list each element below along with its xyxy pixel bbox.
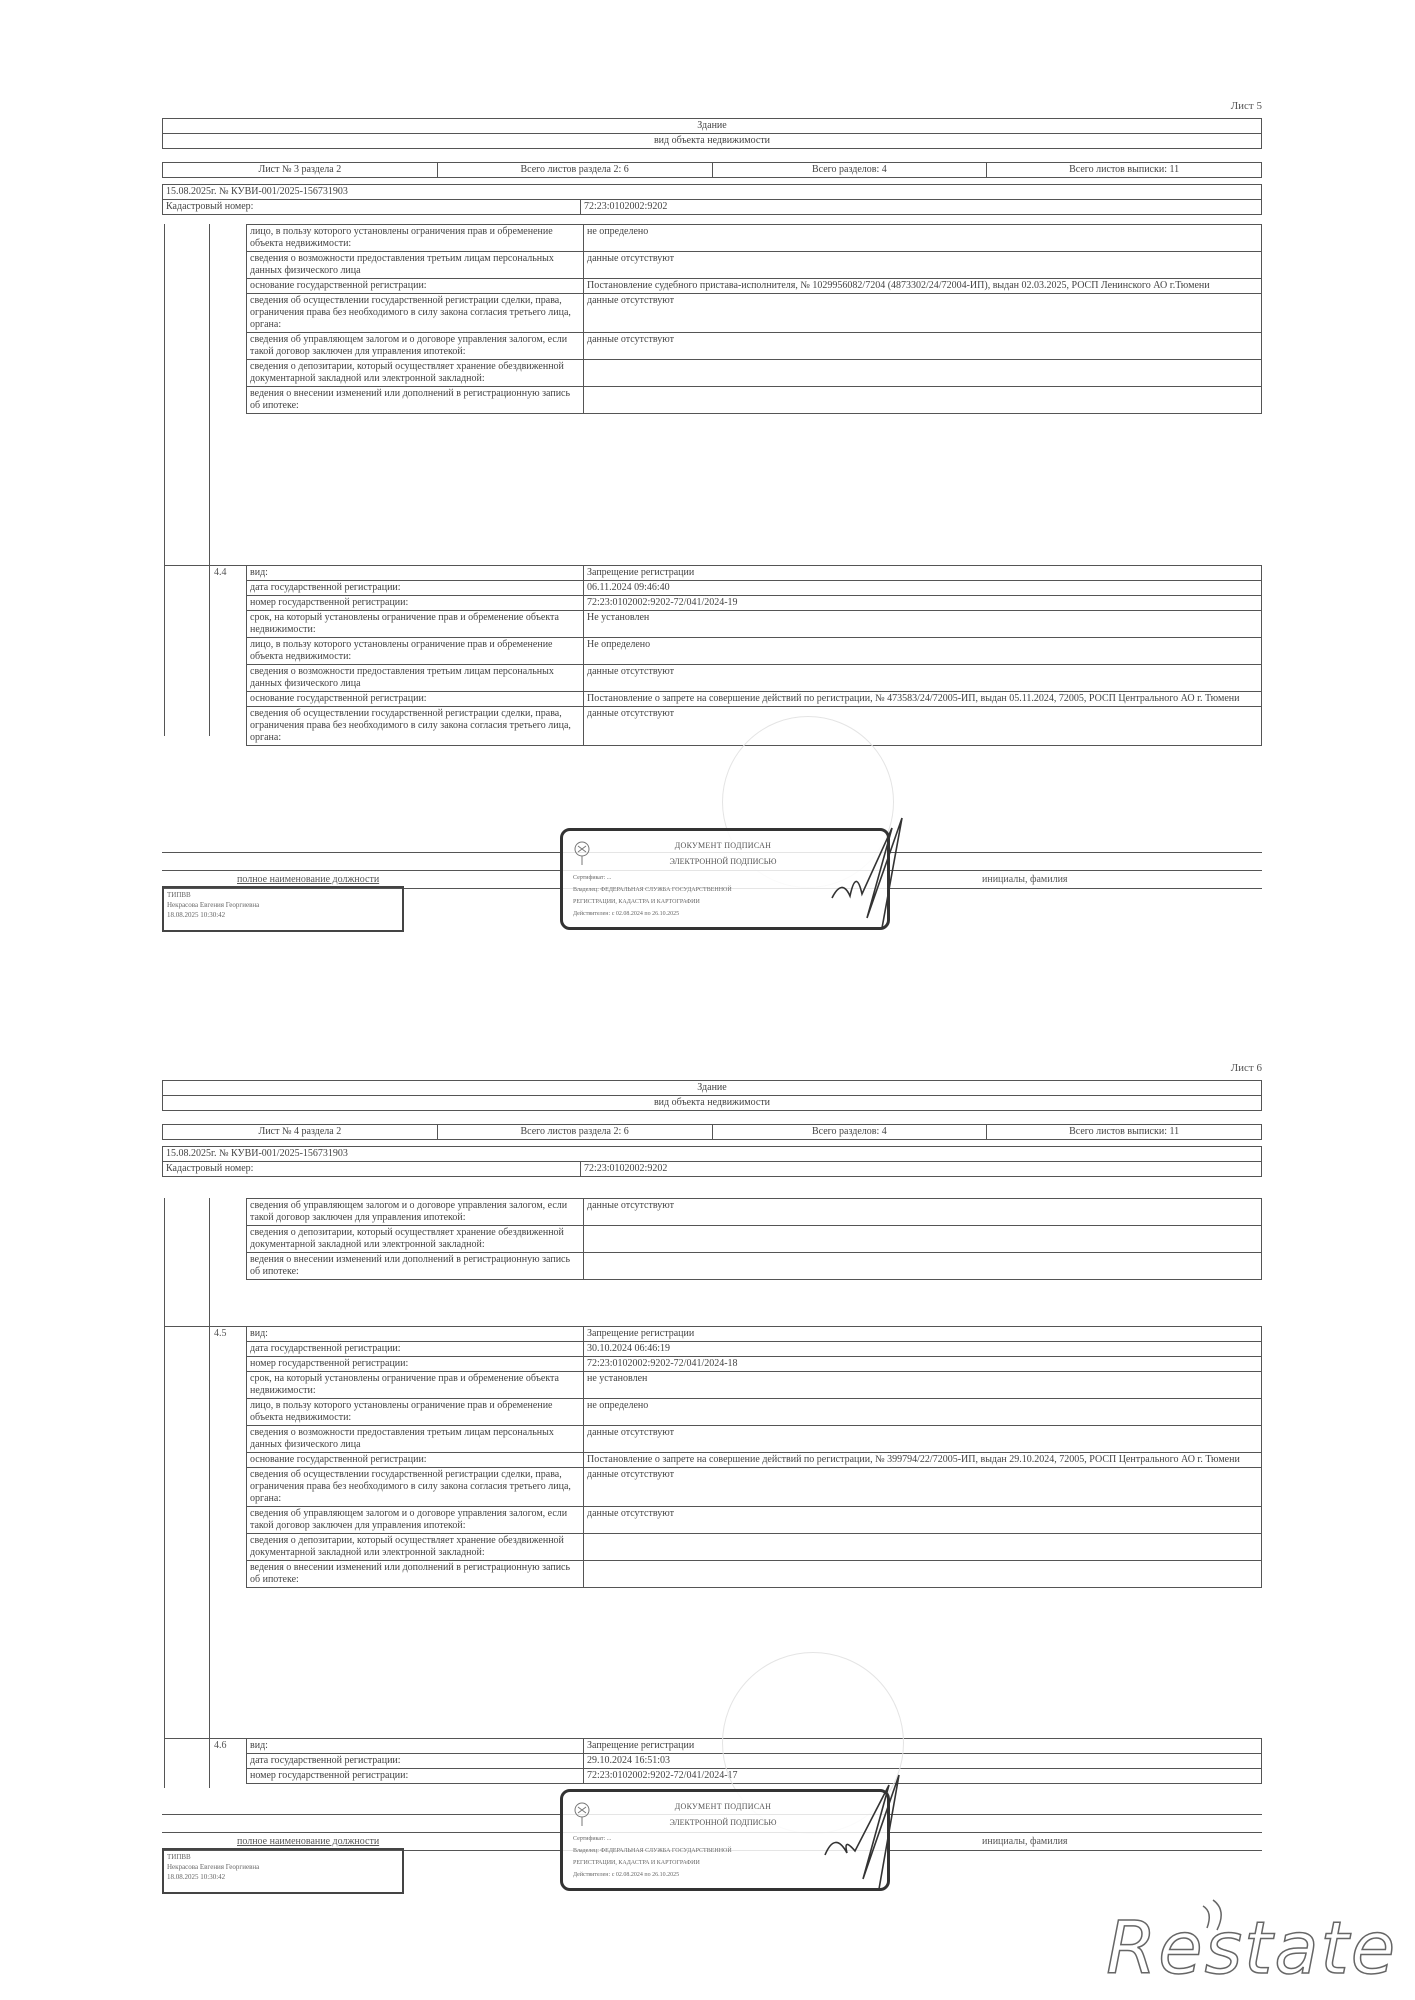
row-label: сведения о депозитарии, который осуществляет хранение обездвиженной документарной закладной или электронной закладной: (247, 1226, 584, 1253)
row-label: лицо, в пользу которого установлены ограничение прав и обременение объекта недвижимости: (247, 638, 584, 665)
row-value: Постановление судебного пристава-исполнителя, № 1029956082/7204 (4873302/24/72004-ИП), выдан 02.03.2025, РОСП Ленинского АО г.Тюмени (584, 279, 1262, 294)
sheet-6 (162, 1062, 1262, 1942)
section-number: 4.6 (214, 1740, 227, 1751)
object-type: Здание (697, 120, 727, 131)
handwritten-signature (822, 808, 932, 938)
table-row (247, 1426, 1262, 1453)
row-label: номер государственной регистрации: (247, 1357, 584, 1372)
row-label: сведения об управляющем залогом и о договоре управления залогом, если такой договор заключен для управления ипотекой: (247, 1199, 584, 1226)
row-value (584, 1561, 1262, 1588)
signer-name: Некрасова Евгения Георгиевна (167, 1863, 260, 1871)
row-value: данные отсутствуют (584, 707, 1262, 746)
table-row (247, 1561, 1262, 1588)
row-value: Не определено (584, 638, 1262, 665)
cadastral-label: Кадастровый номер: (163, 200, 581, 214)
row-label: ведения о внесении изменений или дополнений в регистрационную запись об ипотеке: (247, 1561, 584, 1588)
encumbrance-table (162, 1198, 1262, 1788)
section-divider (164, 565, 246, 566)
stamp-owner-2: РЕГИСТРАЦИИ, КАДАСТРА И КАРТОГРАФИИ (573, 1860, 700, 1866)
row-label: сведения об управляющем залогом и о договоре управления залогом, если такой договор заключен для управления ипотекой: (247, 333, 584, 360)
signer-date: 18.08.2025 10:30:42 (167, 1873, 226, 1881)
table-row (247, 1507, 1262, 1534)
signer-box (162, 1848, 404, 1894)
row-value: Запрещение регистрации (584, 566, 1262, 581)
row-value: 72:23:0102002:9202-72/041/2024-17 (584, 1769, 1262, 1784)
signer-name: Некрасова Евгения Георгиевна (167, 901, 260, 909)
object-type: Здание (697, 1082, 727, 1093)
row-value: не определено (584, 1399, 1262, 1426)
table-row (247, 1226, 1262, 1253)
section-divider (164, 1738, 246, 1739)
object-type-caption: вид объекта недвижимости (653, 135, 771, 146)
stamp-owner-2: РЕГИСТРАЦИИ, КАДАСТРА И КАРТОГРАФИИ (573, 899, 700, 905)
encumbrance-table (162, 224, 1262, 743)
row-value (584, 360, 1262, 387)
stamp-validity: Действителен: с 02.08.2024 по 26.10.2025 (573, 1872, 680, 1878)
sheet-meta (162, 162, 1262, 178)
row-label: сведения о депозитарии, который осуществляет хранение обездвиженной документарной закладной или электронной закладной: (247, 360, 584, 387)
row-value: данные отсутствуют (584, 1468, 1262, 1507)
row-label: вид: (247, 566, 584, 581)
row-label: срок, на который установлены ограничение прав и обременение объекта недвижимости: (247, 611, 584, 638)
data-table (246, 565, 1262, 746)
row-value: Не установлен (584, 611, 1262, 638)
row-value: 06.11.2024 09:46:40 (584, 581, 1262, 596)
row-label: сведения об управляющем залогом и о договоре управления залогом, если такой договор заключен для управления ипотекой: (247, 1507, 584, 1534)
emblem-icon (571, 1800, 593, 1826)
stamp-subtitle: ЭЛЕКТРОННОЙ ПОДПИСЬЮ (669, 1818, 777, 1827)
row-label: номер государственной регистрации: (247, 1769, 584, 1784)
stamp-cert: Сертификат: ... (573, 1836, 612, 1842)
row-label: дата государственной регистрации: (247, 1342, 584, 1357)
row-label: сведения о возможности предоставления третьим лицам персональных данных физического лица (247, 665, 584, 692)
sheet-of-section: Лист № 3 раздела 2 (163, 163, 438, 177)
row-label: ведения о внесении изменений или дополнений в регистрационную запись об ипотеке: (247, 387, 584, 414)
table-row (247, 665, 1262, 692)
row-value (584, 1534, 1262, 1561)
table-row (247, 387, 1262, 414)
sheet-of-section: Лист № 4 раздела 2 (163, 1125, 438, 1139)
table-row (247, 1327, 1262, 1342)
extract-ref: 15.08.2025г. № КУВИ-001/2025-156731903 (166, 1148, 348, 1159)
stamp-subtitle: ЭЛЕКТРОННОЙ ПОДПИСЬЮ (669, 857, 777, 866)
row-label: сведения об осуществлении государственной регистрации сделки, права, ограничения права без необходимого в силу закона согласия третьего лица, органа: (247, 1468, 584, 1507)
table-row (247, 566, 1262, 581)
initials-caption: инициалы, фамилия (982, 874, 1068, 885)
cadastral-label: Кадастровый номер: (163, 1162, 581, 1176)
row-label: дата государственной регистрации: (247, 581, 584, 596)
row-label: лицо, в пользу которого установлены ограничение прав и обременение объекта недвижимости: (247, 1399, 584, 1426)
sheet-number: Лист 5 (1230, 100, 1262, 112)
table-row (247, 1253, 1262, 1280)
object-type-header (162, 1080, 1262, 1111)
table-row (247, 638, 1262, 665)
row-value: данные отсутствуют (584, 1199, 1262, 1226)
position-caption: полное наименование должности (237, 1836, 380, 1847)
table-row (247, 225, 1262, 252)
row-label: дата государственной регистрации: (247, 1754, 584, 1769)
signer-box (162, 886, 404, 932)
object-type-header (162, 118, 1262, 149)
row-value: Запрещение регистрации (584, 1327, 1262, 1342)
row-value: данные отсутствуют (584, 333, 1262, 360)
table-row (247, 1342, 1262, 1357)
table-rail (164, 224, 165, 736)
row-value: 72:23:0102002:9202-72/041/2024-19 (584, 596, 1262, 611)
row-value: 29.10.2024 16:51:03 (584, 1754, 1262, 1769)
table-row (247, 1199, 1262, 1226)
row-value: данные отсутствуют (584, 252, 1262, 279)
total-sheets-extract: Всего листов выписки: 11 (1069, 1126, 1180, 1137)
initials-caption: инициалы, фамилия (982, 1836, 1068, 1847)
row-label: основание государственной регистрации: (247, 1453, 584, 1468)
row-value (584, 1226, 1262, 1253)
table-row (247, 1453, 1262, 1468)
row-value (584, 387, 1262, 414)
sheet-meta (162, 1124, 1262, 1140)
row-value: Постановление о запрете на совершение действий по регистрации, № 399794/22/72005-ИП, выдан 29.10.2024, 72005, РОСП Центрального АО г. Тюмени (584, 1453, 1262, 1468)
total-sheets-section: Всего листов раздела 2: 6 (438, 163, 713, 177)
sheet-5 (162, 96, 1262, 976)
cadastral-number: 72:23:0102002:9202 (584, 201, 668, 212)
table-row (247, 581, 1262, 596)
stamp-title: ДОКУМЕНТ ПОДПИСАН (674, 841, 772, 850)
row-label: срок, на который установлены ограничение прав и обременение объекта недвижимости: (247, 1372, 584, 1399)
row-value: данные отсутствуют (584, 1507, 1262, 1534)
cadastral-number: 72:23:0102002:9202 (584, 1163, 668, 1174)
row-value: 30.10.2024 06:46:19 (584, 1342, 1262, 1357)
row-value (584, 1253, 1262, 1280)
row-label: основание государственной регистрации: (247, 279, 584, 294)
row-label: сведения о возможности предоставления третьим лицам персональных данных физического лица (247, 252, 584, 279)
object-type-caption: вид объекта недвижимости (653, 1097, 771, 1108)
table-rail (209, 1198, 210, 1788)
data-table (246, 1326, 1262, 1588)
stamp-cert: Сертификат: ... (573, 875, 612, 881)
section-number: 4.4 (214, 567, 227, 578)
row-label: сведения об осуществлении государственной регистрации сделки, права, ограничения права без необходимого в силу закона согласия третьего лица, органа: (247, 707, 584, 746)
emblem-icon (571, 839, 593, 865)
section-number: 4.5 (214, 1328, 227, 1339)
row-value: 72:23:0102002:9202-72/041/2024-18 (584, 1357, 1262, 1372)
total-sheets-section: Всего листов раздела 2: 6 (438, 1125, 713, 1139)
position-caption: полное наименование должности (237, 874, 380, 885)
row-value: не определено (584, 225, 1262, 252)
restate-watermark (1107, 1884, 1407, 1994)
signer-role: ТИПВВ (167, 891, 191, 899)
table-row (247, 611, 1262, 638)
extract-info (162, 184, 1262, 215)
data-table (246, 1198, 1262, 1280)
data-table (246, 224, 1262, 414)
total-sections: Всего разделов: 4 (713, 1125, 988, 1139)
row-label: сведения о возможности предоставления третьим лицам персональных данных физического лица (247, 1426, 584, 1453)
table-rail (209, 224, 210, 736)
table-row (247, 294, 1262, 333)
row-label: вид: (247, 1327, 584, 1342)
table-row (247, 1468, 1262, 1507)
extract-ref: 15.08.2025г. № КУВИ-001/2025-156731903 (166, 186, 348, 197)
table-row (247, 252, 1262, 279)
table-rail (164, 1198, 165, 1788)
row-value: данные отсутствуют (584, 665, 1262, 692)
signer-role: ТИПВВ (167, 1853, 191, 1861)
total-sections: Всего разделов: 4 (713, 163, 988, 177)
table-row (247, 1357, 1262, 1372)
table-row (247, 692, 1262, 707)
row-label: основание государственной регистрации: (247, 692, 584, 707)
table-row (247, 1399, 1262, 1426)
row-value: Запрещение регистрации (584, 1739, 1262, 1754)
row-value: не установлен (584, 1372, 1262, 1399)
section-divider (164, 1326, 246, 1327)
sheet-number: Лист 6 (1230, 1062, 1262, 1074)
stamp-validity: Действителен: с 02.08.2024 по 26.10.2025 (573, 911, 680, 917)
total-sheets-extract: Всего листов выписки: 11 (1069, 164, 1180, 175)
extract-info (162, 1146, 1262, 1177)
row-value: данные отсутствуют (584, 1426, 1262, 1453)
handwritten-signature (817, 1767, 927, 1897)
table-row (247, 596, 1262, 611)
row-label: ведения о внесении изменений или дополнений в регистрационную запись об ипотеке: (247, 1253, 584, 1280)
table-row (247, 333, 1262, 360)
row-label: сведения о депозитарии, который осуществляет хранение обездвиженной документарной закладной или электронной закладной: (247, 1534, 584, 1561)
row-label: лицо, в пользу которого установлены ограничения прав и обременение объекта недвижимости: (247, 225, 584, 252)
row-label: сведения об осуществлении государственной регистрации сделки, права, ограничения права без необходимого в силу закона согласия третьего лица, органа: (247, 294, 584, 333)
row-value: Постановление о запрете на совершение действий по регистрации, № 473583/24/72005-ИП, выдан 05.11.2024, 72005, РОСП Центрального АО г. Тюмени (584, 692, 1262, 707)
table-row (247, 279, 1262, 294)
table-row (247, 1372, 1262, 1399)
watermark-text: Restate (1106, 1906, 1397, 1990)
row-label: номер государственной регистрации: (247, 596, 584, 611)
stamp-owner: Владелец: ФЕДЕРАЛЬНАЯ СЛУЖБА ГОСУДАРСТВЕННОЙ (573, 1848, 732, 1854)
row-value: данные отсутствуют (584, 294, 1262, 333)
table-row (247, 360, 1262, 387)
signer-date: 18.08.2025 10:30:42 (167, 911, 226, 919)
stamp-title: ДОКУМЕНТ ПОДПИСАН (674, 1802, 772, 1811)
row-label: вид: (247, 1739, 584, 1754)
table-row (247, 1534, 1262, 1561)
stamp-owner: Владелец: ФЕДЕРАЛЬНАЯ СЛУЖБА ГОСУДАРСТВЕННОЙ (573, 887, 732, 893)
